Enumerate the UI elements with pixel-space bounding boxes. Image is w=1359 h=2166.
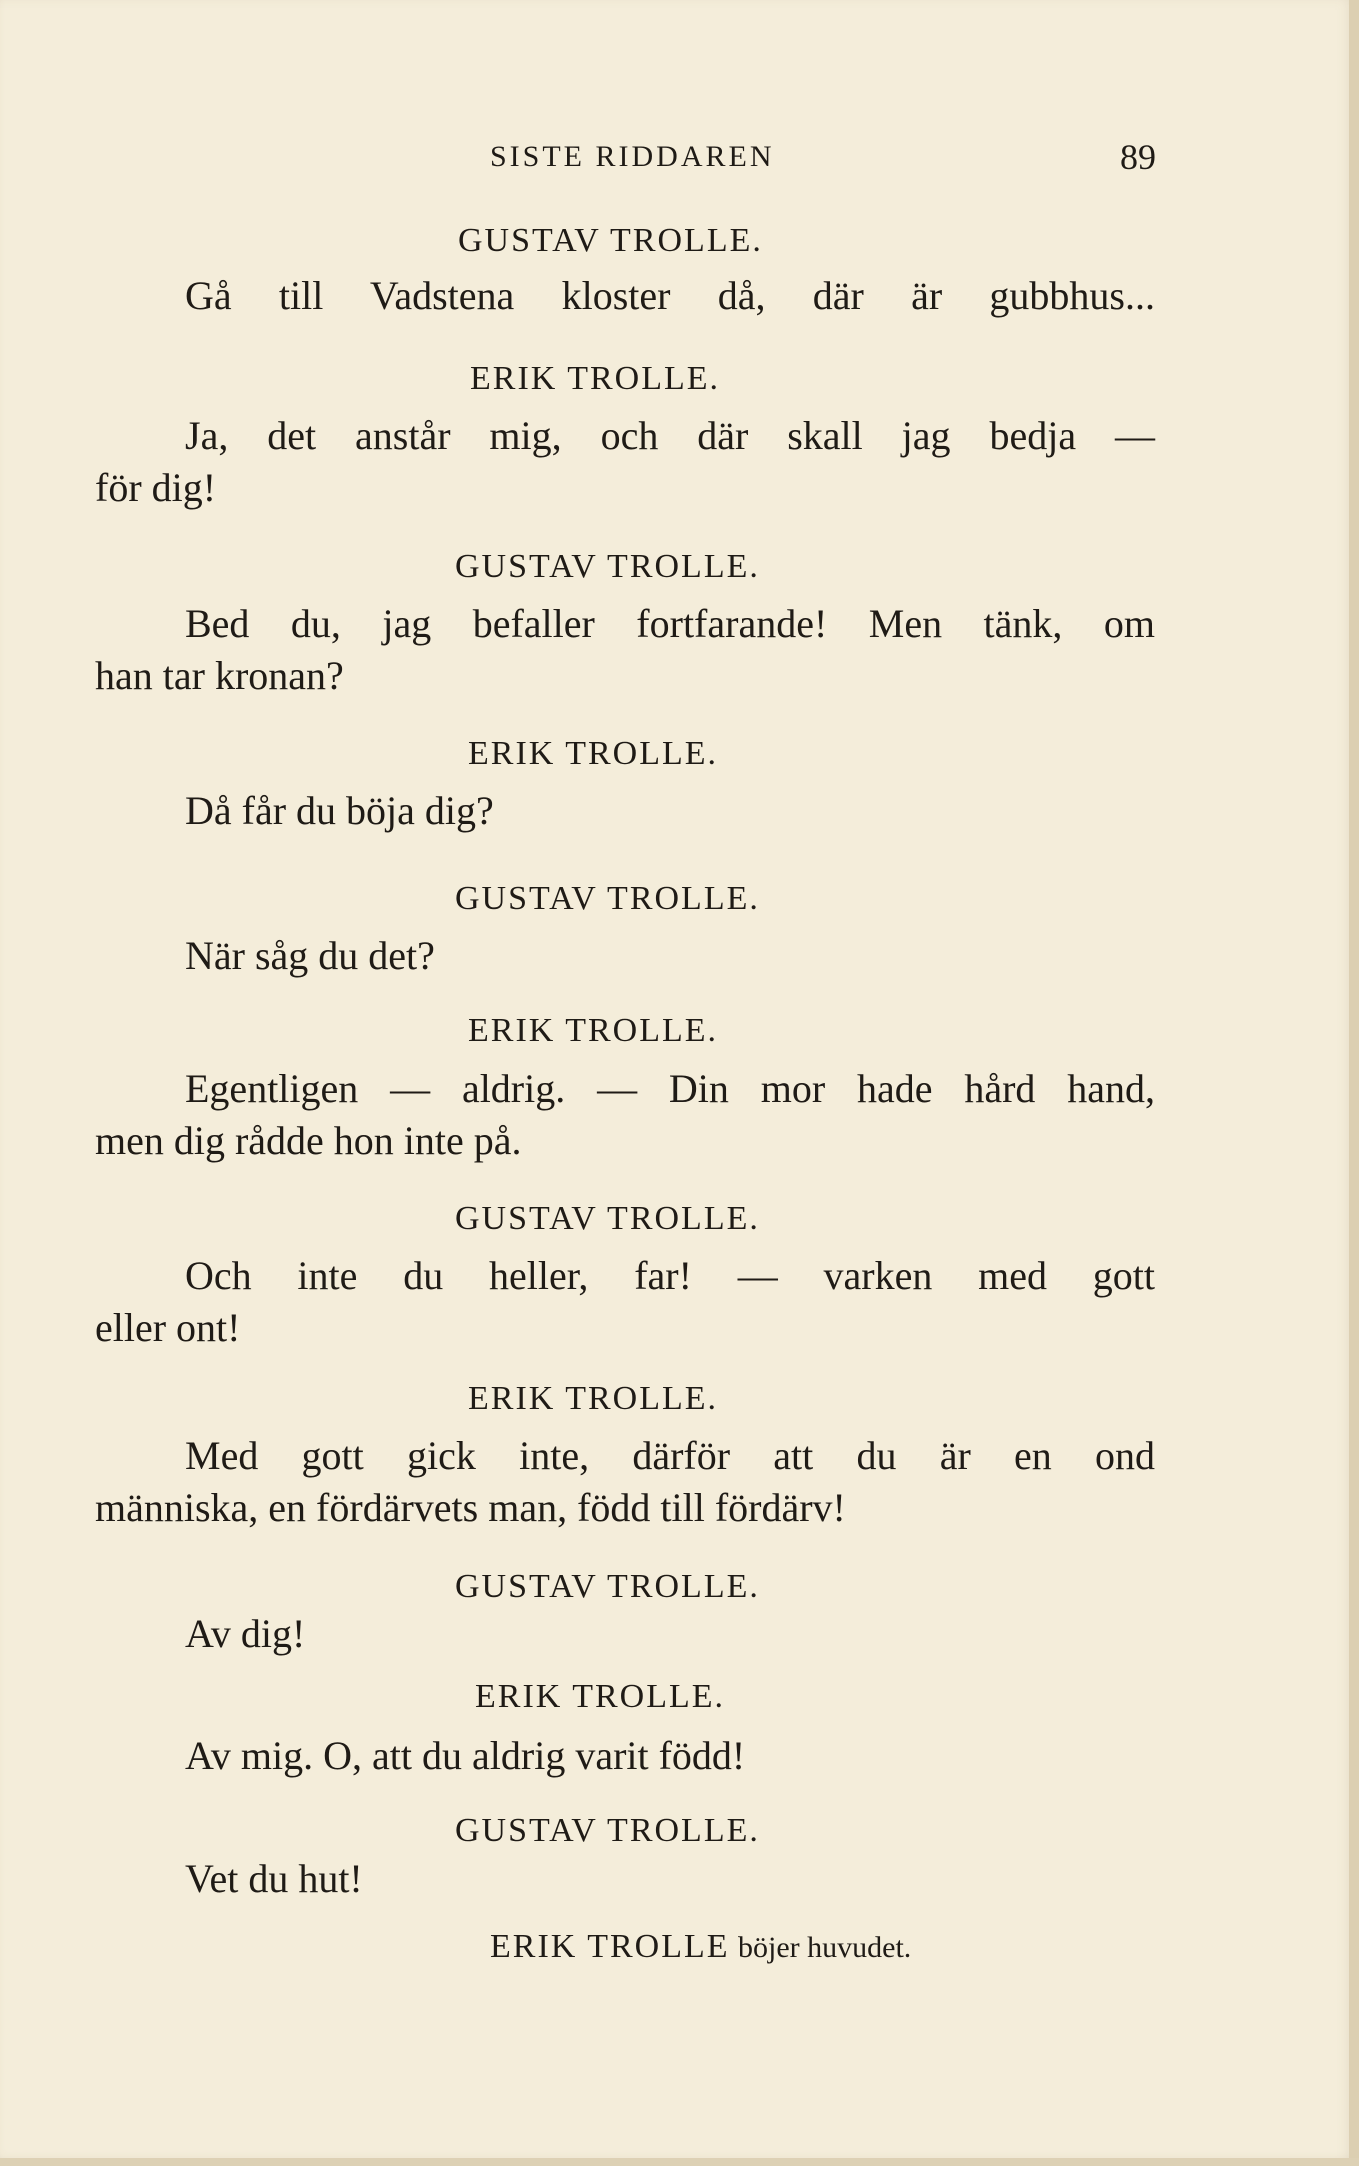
- speaker-name: ERIK TROLLE.: [470, 360, 721, 397]
- page-edge-right: [1349, 0, 1359, 2166]
- speech-line: Egentligen — aldrig. — Din mor hade hård hand,: [185, 1066, 1155, 1111]
- stage-action: böjer huvudet.: [738, 1931, 912, 1964]
- speech: [95, 930, 1155, 982]
- speech-line: Med gott gick inte, därför att du är en ond: [185, 1433, 1155, 1478]
- speaker-name: GUSTAV TROLLE.: [455, 880, 760, 917]
- speaker-name: ERIK TROLLE.: [468, 1380, 719, 1417]
- speech-line: När såg du det?: [185, 933, 435, 978]
- speech-line: Av dig!: [185, 1611, 306, 1656]
- speech-line: Bed du, jag befaller fortfarande! Men tänk, om: [185, 601, 1155, 646]
- speech-line: Av mig. O, att du aldrig varit född!: [185, 1733, 746, 1778]
- speech: [95, 785, 1155, 837]
- speech-line: Och inte du heller, far! — varken med gott: [185, 1253, 1155, 1298]
- speaker-name: GUSTAV TROLLE.: [455, 548, 760, 585]
- speaker-name: GUSTAV TROLLE.: [455, 1812, 760, 1849]
- speech-line: eller ont!: [95, 1305, 241, 1350]
- speech: [95, 1250, 1155, 1354]
- speaker-name: ERIK TROLLE.: [468, 735, 719, 772]
- speaker-name: GUSTAV TROLLE.: [455, 1200, 760, 1237]
- speaker-name: GUSTAV TROLLE.: [455, 1568, 760, 1605]
- running-title: SISTE RIDDAREN: [490, 140, 775, 173]
- speech: [95, 1853, 1155, 1905]
- stage-speaker: ERIK TROLLE: [490, 1928, 730, 1965]
- speech-line: han tar kronan?: [95, 653, 344, 698]
- speech-line: men dig rådde hon inte på.: [95, 1118, 522, 1163]
- stage-direction: [490, 1928, 911, 1966]
- page-number: 89: [1120, 137, 1156, 177]
- speech: [95, 1430, 1155, 1534]
- speaker-name: ERIK TROLLE.: [475, 1678, 726, 1715]
- speech-line: människa, en fördärvets man, född till fördärv!: [95, 1485, 846, 1530]
- speech: [95, 1608, 1155, 1660]
- speech-line: Då får du böja dig?: [185, 788, 494, 833]
- speech: [95, 1063, 1155, 1167]
- speech: [95, 598, 1155, 702]
- speech-line: Ja, det anstår mig, och där skall jag bedja —: [185, 413, 1155, 458]
- speech: [95, 410, 1155, 514]
- speech-line: för dig!: [95, 465, 217, 510]
- speaker-name: GUSTAV TROLLE.: [458, 222, 763, 259]
- speech: [95, 270, 1155, 322]
- speech-line: Gå till Vadstena kloster då, där är gubbhus...: [185, 273, 1155, 318]
- speech: [95, 1730, 1155, 1782]
- page-edge-bottom: [0, 2158, 1359, 2166]
- speaker-name: ERIK TROLLE.: [468, 1012, 719, 1049]
- speech-line: Vet du hut!: [185, 1856, 363, 1901]
